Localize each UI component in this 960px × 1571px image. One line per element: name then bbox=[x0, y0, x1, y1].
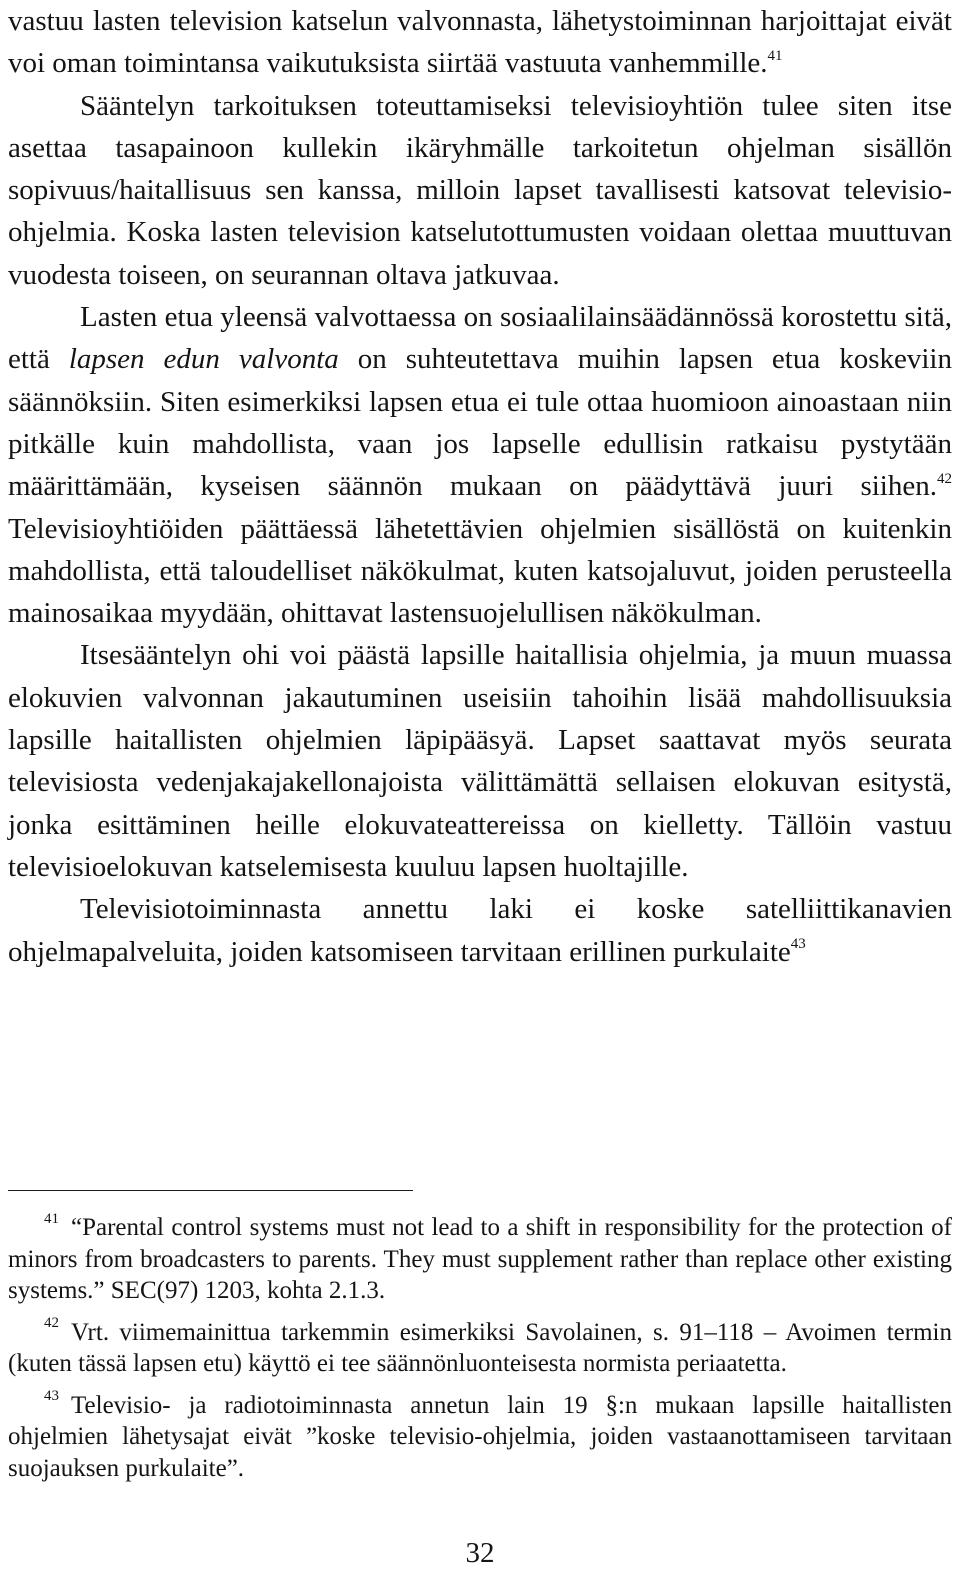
paragraph-4 bbox=[8, 634, 952, 888]
footnote-text: “Parental control systems must not lead to a shift in responsibility for the protection of minors from broadcasters to parents. They must supplement rather than replace other existing systems.” SEC(97) 1203, kohta 2.1.3. bbox=[8, 1214, 952, 1304]
footnote-ref-43: 43 bbox=[790, 935, 806, 952]
footnote-number: 42 bbox=[44, 1315, 59, 1332]
footnote-43 bbox=[8, 1390, 952, 1485]
footnote-divider bbox=[8, 1190, 413, 1191]
footnote-ref-41: 41 bbox=[767, 47, 783, 64]
paragraph-1-text: vastuu lasten television katselun valvonnasta, lähetystoiminnan harjoittajat eivät voi oman toimintansa vaikutuksista siirtää vastuuta vanhemmille. bbox=[8, 5, 952, 80]
page-number: 32 bbox=[465, 1537, 495, 1569]
paragraph-5 bbox=[8, 888, 952, 973]
footnote-42 bbox=[8, 1317, 952, 1380]
footnote-ref-42: 42 bbox=[937, 470, 952, 487]
paragraph-3-text-after: on suhteutettava muihin lapsen etua koskeviin säännöksiin. Siten esimerkiksi lapsen etua ei tule ottaa huomioon ainoastaan niin pitkälle kuin mahdollista, vaan jos lapselle edullisin ratkaisu pystytään määrittämään, kyseisen säännön mukaan on päädyttävä juuri siihen. bbox=[8, 343, 952, 503]
footnotes bbox=[8, 1212, 952, 1494]
paragraph-1 bbox=[8, 0, 952, 85]
page-body bbox=[8, 0, 952, 973]
footnote-number: 41 bbox=[44, 1210, 59, 1227]
paragraph-4-text: Itsesääntelyn ohi voi päästä lapsille haitallisia ohjelmia, ja muun muassa elokuvien valvonnan jakautuminen useisiin tahoihin lisää mahdollisuuksia lapsille haitallisten ohjelmien läpipääsyä. Lapset saattavat myös seurata televisiosta vedenjakajakellonajoista välittämättä sellaisen elokuvan esitystä, jonka esittäminen heille elokuvateattereissa on kielletty. Tällöin vastuu televisioelokuvan katselemisesta kuuluu lapsen huoltajille. bbox=[8, 639, 952, 883]
paragraph-3 bbox=[8, 296, 952, 634]
paragraph-2-text: Sääntelyn tarkoituksen toteuttamiseksi televisioyhtiön tulee siten itse asettaa tasapainoon kullekin ikäryhmälle tarkoitetun ohjelman sisällön sopivuus/haitallisuus sen kanssa, milloin lapset tavallisesti katsovat televisio-ohjelmia. Koska lasten television katselutottumusten voidaan olettaa muuttuvan vuodesta toiseen, on seurannan oltava jatkuvaa. bbox=[8, 89, 952, 291]
paragraph-3-emphasis: lapsen edun valvonta bbox=[68, 343, 339, 376]
paragraph-3-text-before: Lasten etua yleensä valvottaessa on sosiaalilainsäädännössä korostettu sitä, että bbox=[8, 301, 952, 376]
footnote-41 bbox=[8, 1212, 952, 1307]
footnote-number: 43 bbox=[44, 1388, 59, 1405]
paragraph-2 bbox=[8, 85, 952, 296]
paragraph-3-text-end: Televisioyhtiöiden päättäessä lähetettävien ohjelmien sisällöstä on kuitenkin mahdollista, että taloudelliset näkökulmat, kuten katsojaluvut, joiden perusteella mainosaikaa myydään, ohittavat lastensuojelullisen näkökulman. bbox=[8, 512, 952, 630]
footnote-text: Vrt. viimemainittua tarkemmin esimerkiksi Savolainen, s. 91–118 – Avoimen termin (kuten tässä lapsen etu) käyttö ei tee säännönluonteisesta normista periaatetta. bbox=[8, 1318, 952, 1377]
paragraph-5-text: Televisiotoiminnasta annettu laki ei koske satelliittikanavien ohjelmapalveluita, joiden katsomiseen tarvitaan erillinen purkulaite bbox=[8, 893, 952, 968]
footnote-text: Televisio- ja radiotoiminnasta annetun lain 19 §:n mukaan lapsille haitallisten ohjelmien lähetysajat eivät ”koske televisio-ohjelmia, joiden vastaanottamiseen tarvitaan suojauksen purkulaite”. bbox=[8, 1391, 952, 1482]
main-text bbox=[8, 0, 952, 973]
